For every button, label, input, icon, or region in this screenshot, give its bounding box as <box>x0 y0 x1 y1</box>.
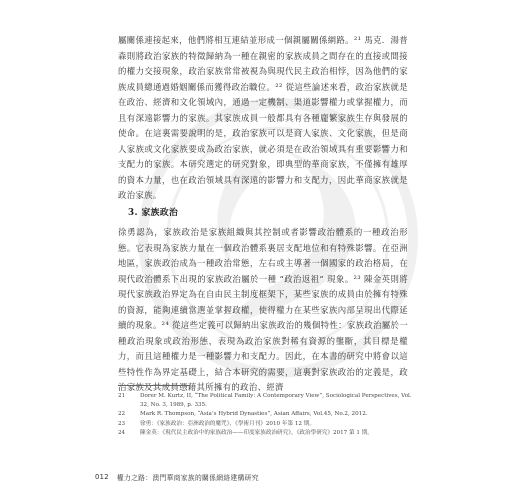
footnote-22 <box>118 410 413 419</box>
footnote-number: 22 <box>118 411 126 418</box>
footnote-text: Dorer M. Kurtz, II, “The Political Family: A Contemporary View”, Sociological Perspectives, Vol. 32, No. 3, 1989, p. 335. <box>140 393 412 409</box>
paragraph-family-politics: 徐勇認為，家族政治是家族組織與其控制或者影響政治體系的一種政治形態。它表現為家族力量在一個政治體系裏居支配地位和有特殊影響。在亞洲地區，家族政治成為一種政治常態，左右或主導著一個國家的政治格局，在現代政治體系下出現的家族政治屬於一種 “政治返祖” 現象。²³ 陳金英則將現代家族政治界定為在自由民主制度框架下，某些家族的成員由於擁有特殊的資源，能夠連續當選並掌握政權，使得權力在某些家族內部呈現出代際延續的現象。²⁴ 從這些定義可以歸納出家族政治的幾個特性：家族政治屬於一種政治現象或政治形態，表現為政治家族對稀有資源的壟斷，其目標是權力，而且這種權力是一種影響力和支配力。因此，在本書的研究中將會以這些特性作為界定基礎上，結合本研究的需要，這裏對家族政治的定義是，政治家族及其成員憑藉其所擁有的政治、經濟 <box>118 227 408 392</box>
footnote-text: Mark R. Thompson, “Asia’s Hybrid Dynasties”, Asian Affairs, Vol.45, No.2, 2012. <box>140 411 368 418</box>
footnote-23 <box>118 420 413 429</box>
page-number: 012 <box>95 473 109 481</box>
footnote-number: 24 <box>118 429 126 436</box>
paragraph-family-definition: 屬關係連接起來，他們將相互連結並形成一個親屬關係網路。²¹ 馬克．湯普森則將政治家族的特徵歸納為一種在親密的家族成員之間存在的直接或間接的權力交接現象，政治家族常常被視為與現代民主政治相悖，因為他們的家族成員總通過婚姻關係而獲得政治職位。²² 從這些論述來看，政治家族就是在政治、經濟和文化領域內，通過一定機制、渠道影響權力或掌握權力，而且有深遠影響力的家族。其家族成員一般都具有各種龐繁家族生存與發展的使命。在這裏需要說明的是，政治家族可以是商人家族、文化家族，但是商人家族或文化家族要成為政治家族，就必須是在政治領域具有重要影響力和支配力的家族。本研究選定的研究對象，即典型的華商家族，不僅擁有雄厚的資本力量，也在政治領域具有深遠的影響力和支配力，因此華商家族就是政治家族。 <box>118 35 408 200</box>
page-footer <box>95 472 259 482</box>
footnote-21 <box>118 392 413 410</box>
body-text-section-1 <box>118 33 408 204</box>
footnote-divider <box>118 385 190 386</box>
footnote-text: 陳金英：《現代民主政治中的家族政治——印度家族政治研究》，《政治學研究》2017 第 1 期。 <box>140 429 373 436</box>
running-title: 權力之路：澳門華商家族的關係網絡建構研究 <box>116 474 259 482</box>
footnote-number: 21 <box>118 393 126 399</box>
body-text-section-3 <box>118 225 408 396</box>
footnote-number: 23 <box>118 420 126 427</box>
section-heading-family-politics: 3. 家族政治 <box>128 208 179 218</box>
footnotes <box>118 392 413 438</box>
footnote-text: 徐勇：《家族政治：亞洲政治的魔咒》，《學術月刊》2010 年第 12 期。 <box>140 420 315 427</box>
footnote-24 <box>118 429 413 438</box>
